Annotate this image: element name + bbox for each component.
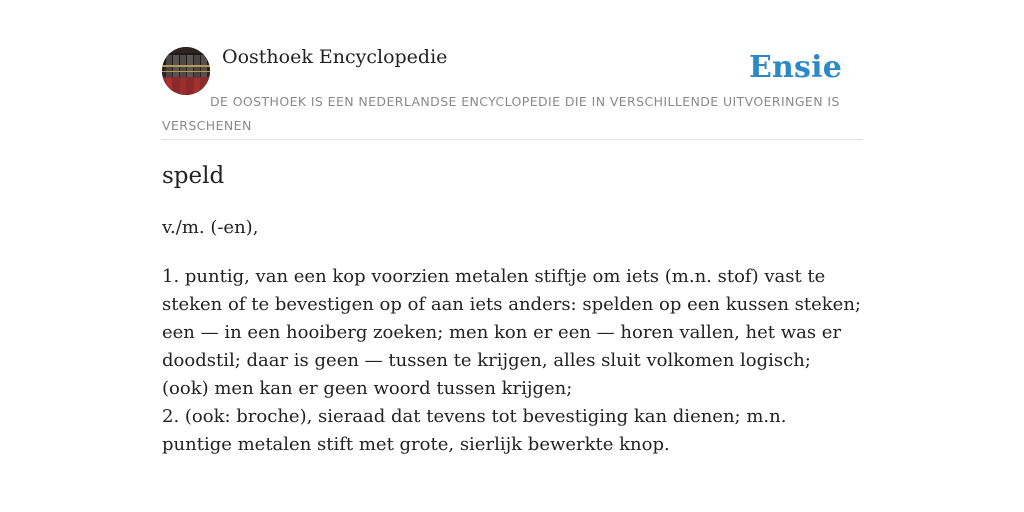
brand-logo[interactable]: Ensie [748,50,842,85]
entry-definition [162,263,862,459]
publication-avatar-icon[interactable] [162,47,210,95]
entry-grammar: v./m. (-en), [162,217,259,238]
entry-headword: speld [162,163,225,189]
publication-header [162,0,862,140]
definition-sense: 1. puntig, van een kop voorzien metalen stiftje om iets (m.n. stof) vast te steken of te bevestigen op of aan iets anders: spelden op een kussen steken; een — in een hooiberg zoeken; men kon er een — horen vallen, het was er doodstil; daar is geen — tussen te krijgen, alles sluit volkomen logisch; (ook) men kan er geen woord tussen krijgen; [162,266,861,399]
definition-sense: 2. (ook: broche), sieraad dat tevens tot bevestiging kan dienen; m.n. puntige metalen stift met grote, sierlijk bewerkte knop. [162,406,787,455]
publication-title[interactable]: Oosthoek Encyclopedie [222,46,448,68]
publication-tagline: DE OOSTHOEK IS EEN NEDERLANDSE ENCYCLOPEDIE DIE IN VERSCHILLENDE UITVOERINGEN IS VERSCHENEN [162,94,840,133]
encyclopedia-books-icon [162,47,210,95]
page-container [162,0,862,455]
